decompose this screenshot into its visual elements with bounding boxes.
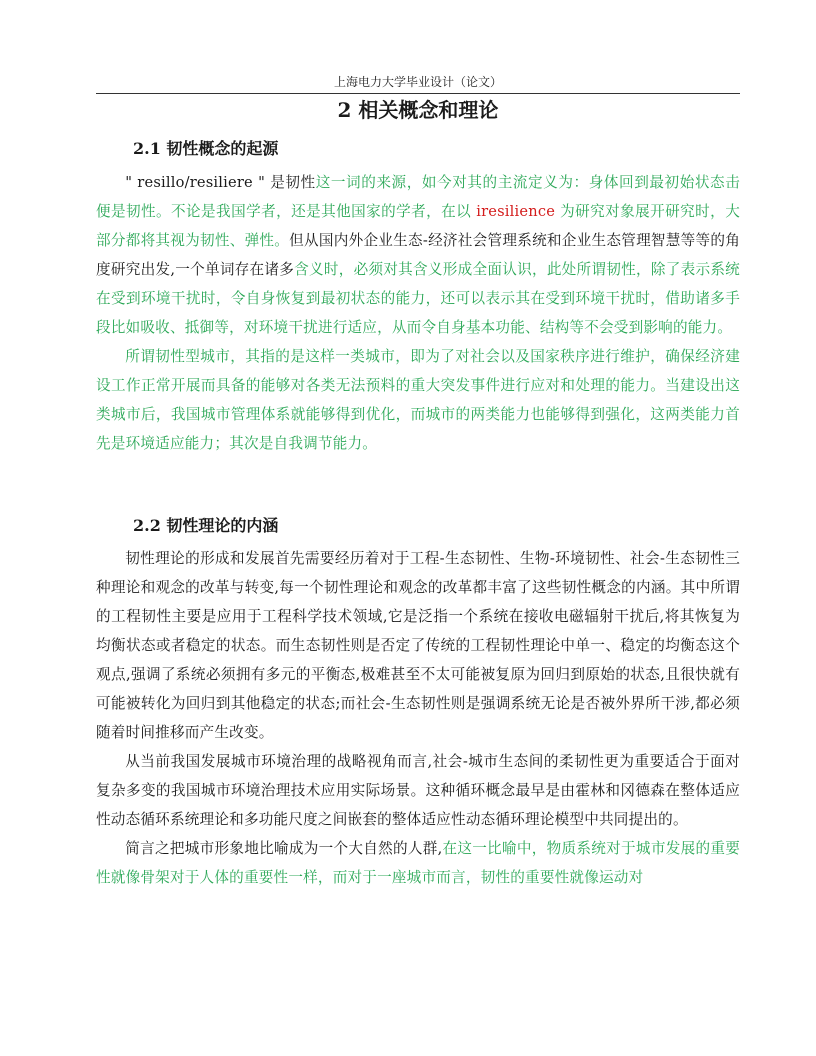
paragraph [96,747,740,834]
section-body-2-1 [96,168,740,458]
text-run: 在这一比喻中，物质系统对于城市发展的重要性就像骨架对于人体的重要性一样，而对于一座城市而言，韧性的重要性就像运动对 [96,840,740,886]
section-title-2-2: 2.2 韧性理论的内涵 [133,516,279,535]
chapter-title: 2 相关概念和理论 [337,98,499,122]
section-title-2-1: 2.1 韧性概念的起源 [133,139,279,158]
page-header: 上海电力大学毕业设计（论文） [96,74,740,94]
text-run: 简言之把城市形象地比喻成为一个大自然的人群, [125,840,443,857]
text-run: 这一词的来源，如今对其的主流定义为：身体回到最初始状态击便是韧性。不论是我国学者，还是其他国家的学者，在以 [96,174,740,220]
paragraph [96,168,740,342]
text-run: 韧性理论的形成和发展首先需要经历着对于工程-生态韧性、生物-环境韧性、社会-生态韧性三种理论和观念的改革与转变,每一个韧性理论和观念的改革都丰富了这些韧性概念的内涵。其中所谓的工程韧性主要是应用于工程科学技术领域,它是泛指一个系统在接收电磁辐射干扰后,将其恢复为均衡状态或者稳定的状态。而生态韧性则是否定了传统的工程韧性理论中单一、稳定的均衡态这个观点,强调了系统必须拥有多元的平衡态,极难甚至不太可能被复原为回归到原始的状态,且很快就有可能被转化为回归到其他稳定的状态;而社会-生态韧性则是强调系统无论是否被外界所干涉,都必须随着时间推移而产生改变。 [96,550,740,741]
text-run: 含义时，必须对其含义形成全面认识，此处所谓韧性，除了表示系统在受到环境干扰时，令自身恢复到最初状态的能力，还可以表示其在受到环境干扰时，借助诸多手段比如吸收、抵御等，对环境干扰进行适应，从而令自身基本功能、结构等不会受到影响的能力。 [96,261,740,336]
paragraph [96,544,740,747]
text-run: " resillo/resiliere " 是韧性 [125,174,316,191]
paragraph [96,342,740,458]
text-run: 但从国内外企业生态-经济社会管理系统和企业生态管理智慧等等的角度研究出发,一个单词存在诸多 [96,232,740,278]
text-run: 所谓韧性型城市，其指的是这样一类城市，即为了对社会以及国家秩序进行维护，确保经济建设工作正常开展而具备的能够对各类无法预料的重大突发事件进行应对和处理的能力。当建设出这类城市后，我国城市管理体系就能够得到优化，而城市的两类能力也能够得到强化，这两类能力首先是环境适应能力；其次是自我调节能力。 [96,348,740,452]
text-run: iresilience [476,203,556,220]
section-body-2-2 [96,544,740,892]
text-run: 为研究对象展开研究时，大部分都将其视为韧性、弹性。 [96,203,740,249]
paragraph [96,834,740,892]
text-run: 从当前我国发展城市环境治理的战略视角而言,社会-城市生态间的柔韧性更为重要适合于面对复杂多变的我国城市环境治理技术应用实际场景。这种循环概念最早是由霍林和冈德森在整体适应性动态循环系统理论和多功能尺度之间嵌套的整体适应性动态循环理论模型中共同提出的。 [96,753,740,828]
